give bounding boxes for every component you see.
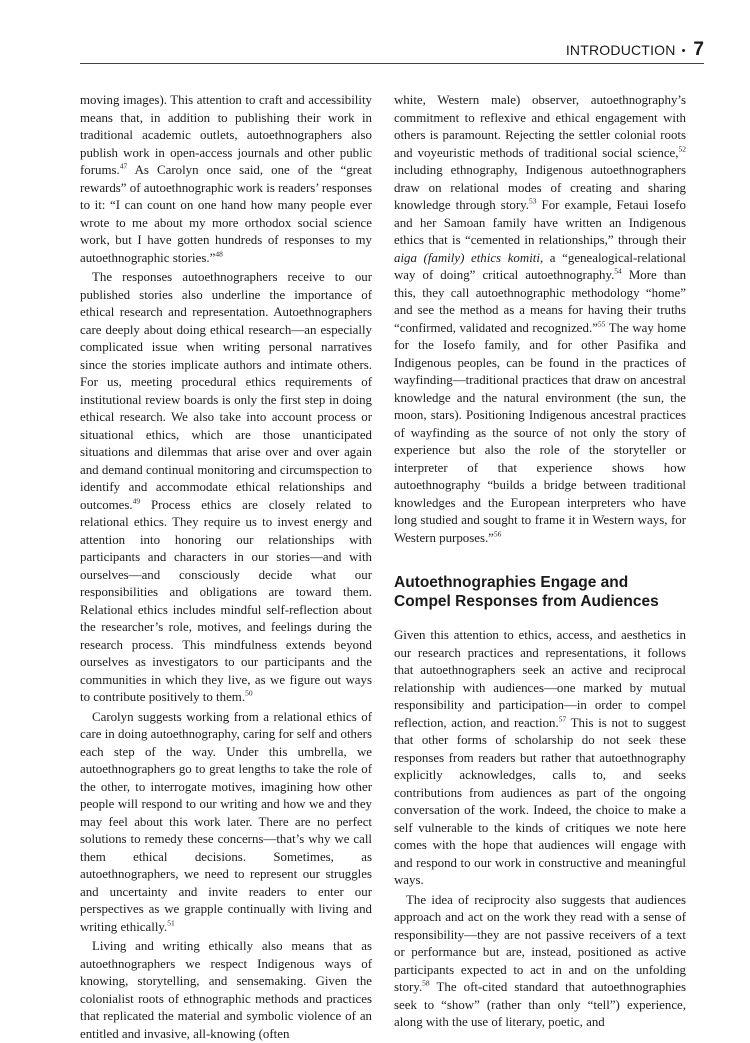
paragraph-text: white, Western male) observer, autoethnography’s commitment to reflexive and ethical engagement with others is paramount. Rejecting the settler colonial roots and voyeuristic methods of traditional social science, <box>394 93 686 160</box>
footnote-ref: 50 <box>245 688 253 698</box>
paragraph-text: Process ethics are closely related to relational ethics. They require us to invest energy and attention into honoring our relationships with participants and characters in our stories—and with ourselves—and consciously decide what our responsibilities and obligations are toward them. Relational ethics includes mindful self-reflection about the researcher’s role, motives, and feelings during the research process. This mindfulness extends beyond ourselves as investigators to our participants and the communities in which they live, as we figure out ways to contribute positively to them. <box>80 497 372 704</box>
footnote-ref: 51 <box>167 918 175 928</box>
paragraph-text: More than this, they call autoethnographic methodology “home” and see the method as a means for having their truths “confirmed, validated and recognized.” <box>394 268 687 335</box>
paragraph-text: The way home for the Iosefo family, and for other Pasifika and Indigenous peoples, can be found in the practices of wayfinding—traditional practices that draw on ancestral knowledge and the natural environment (the sun, the moon, stars). Positioning Indigenous ancestral practices of wayfinding as the source of not only the story of experience but also the role of the storyteller or interpreter of that experience shows how autoethnography “builds a bridge between traditional knowledges and the European interpreters who have long studied and sought to frame it in Western ways, for Western purposes.” <box>394 320 686 545</box>
paragraph-text: moving images). This attention to craft and accessibility means that, in addition to publishing their work in traditional academic outlets, autoethnographers also publish work in open-access journals and other public forums. <box>80 93 372 177</box>
right-column <box>394 92 686 1032</box>
section-heading: Autoethnographies Engage and Compel Responses from Audiences <box>394 574 659 610</box>
paragraph-text: The responses autoethnographers receive to our published stories also underline the importance of ethical research and representation. Autoethnographers care deeply about doing ethical research—an especially complicated issue when writing personal narratives since the stories implicate authors and intimate others. For us, meeting procedural ethics requirements of institutional review boards is only the first step in doing ethical research. We also take into account process or situational ethics, which are those unanticipated situations and dilemmas that arise over and over again and demand continual monitoring and circumspection to identify and accommodate ethical relationships and outcomes. <box>80 270 372 512</box>
paragraph-text: Living and writing ethically also means that as autoethnographers we respect Indigenous ways of knowing, storytelling, and sensemaking. Given the colonialist roots of ethnographic methods and practices that replicated the material and symbolic violence of an entitled and invasive, all-knowing (often <box>80 939 372 1041</box>
footnote-ref: 57 <box>558 714 567 724</box>
paragraph <box>80 92 372 267</box>
paragraph-text: Carolyn suggests working from a relational ethics of care in doing autoethnography, caring for self and others each step of the way. Under this umbrella, we autoethnographers go to great lengths to take the role of the other, to interrogate motives, imagining how other people will respond to our writing and how we and they may feel about this work later. There are no perfect solutions to remedy these concerns—that’s why we call them ethical decisions. Sometimes, as autoethnographers, we need to represent our struggles and uncertainty and invite readers to enter our perspectives as we grapple continually with living and writing ethically. <box>80 709 372 934</box>
footnote-ref: 53 <box>528 196 537 206</box>
left-column <box>80 92 372 1043</box>
footnote-ref: 58 <box>422 978 430 988</box>
paragraph-text: This is not to suggest that other forms of scholarship do not seek these responses from readers but rather that autoethnography explicitly acknowledges, calls to, and seeks contributions from audiences as part of the ongoing conversation of the work. Indeed, the choice to make a self vulnerable to the kinds of critiques we note here comes with the hope that audiences will engage with and respond to our work in constructive and meaningful ways. <box>394 715 686 887</box>
paragraph <box>80 938 372 1043</box>
paragraph-text: Given this attention to ethics, access, and aesthetics in our research practices and representations, it follows that autoethnographers seek an active and reciprocal relationship with audiences—one marked by mutual responsibility and participation—in order to compel reflection, action, and reaction. <box>394 628 686 730</box>
paragraph-text: including ethnography, Indigenous autoethnographers draw on relational modes of creating and sharing knowledge through story. <box>394 163 686 212</box>
footnote-ref: 54 <box>614 266 622 276</box>
footnote-ref: 49 <box>132 496 141 506</box>
paragraph-text: The idea of reciprocity also suggests that audiences approach and act on the work they read with a sense of responsibility—they are not passive receivers of a text or performance but are, instead, positioned as active participants expected to act in and on the unfolding story. <box>394 892 686 994</box>
footnote-ref: 47 <box>119 161 128 171</box>
footnote-ref: 56 <box>493 529 502 539</box>
paragraph <box>80 709 372 937</box>
paragraph <box>394 92 686 547</box>
page-number: 7 <box>693 39 704 60</box>
paragraph-text: , a “genealogical-relational way of doing” critical autoethnography. <box>394 250 686 282</box>
header-rule <box>80 63 704 64</box>
running-head <box>566 39 704 61</box>
paragraph <box>394 627 686 890</box>
footnote-ref: 55 <box>597 319 606 329</box>
paragraph-text: For example, Fetaui Iosefo and her Samoan family have written an Indigenous ethics that is “cemented in relationships,” through their <box>394 198 686 247</box>
paragraph-text: As Carolyn once said, one of the “great rewards” of autoethnographic work is readers’ responses to it: “I can count on one hand how many people ever wrote to me about my more orthodox social science work, but I have gotten hundreds of responses to my autoethnographic stories.” <box>80 163 372 265</box>
running-head-section: INTRODUCTION <box>565 42 676 58</box>
italic-term: aiga (family) ethics komiti <box>394 250 540 265</box>
running-head-bullet: • <box>681 45 686 57</box>
footnote-ref: 48 <box>215 249 223 259</box>
paragraph <box>80 269 372 707</box>
footnote-ref: 52 <box>678 144 686 154</box>
paragraph-text: The oft-cited standard that autoethnographies seek to “show” (rather than only “tell”) experience, along with the use of literary, poetic, and <box>394 980 686 1029</box>
paragraph <box>394 892 686 1032</box>
